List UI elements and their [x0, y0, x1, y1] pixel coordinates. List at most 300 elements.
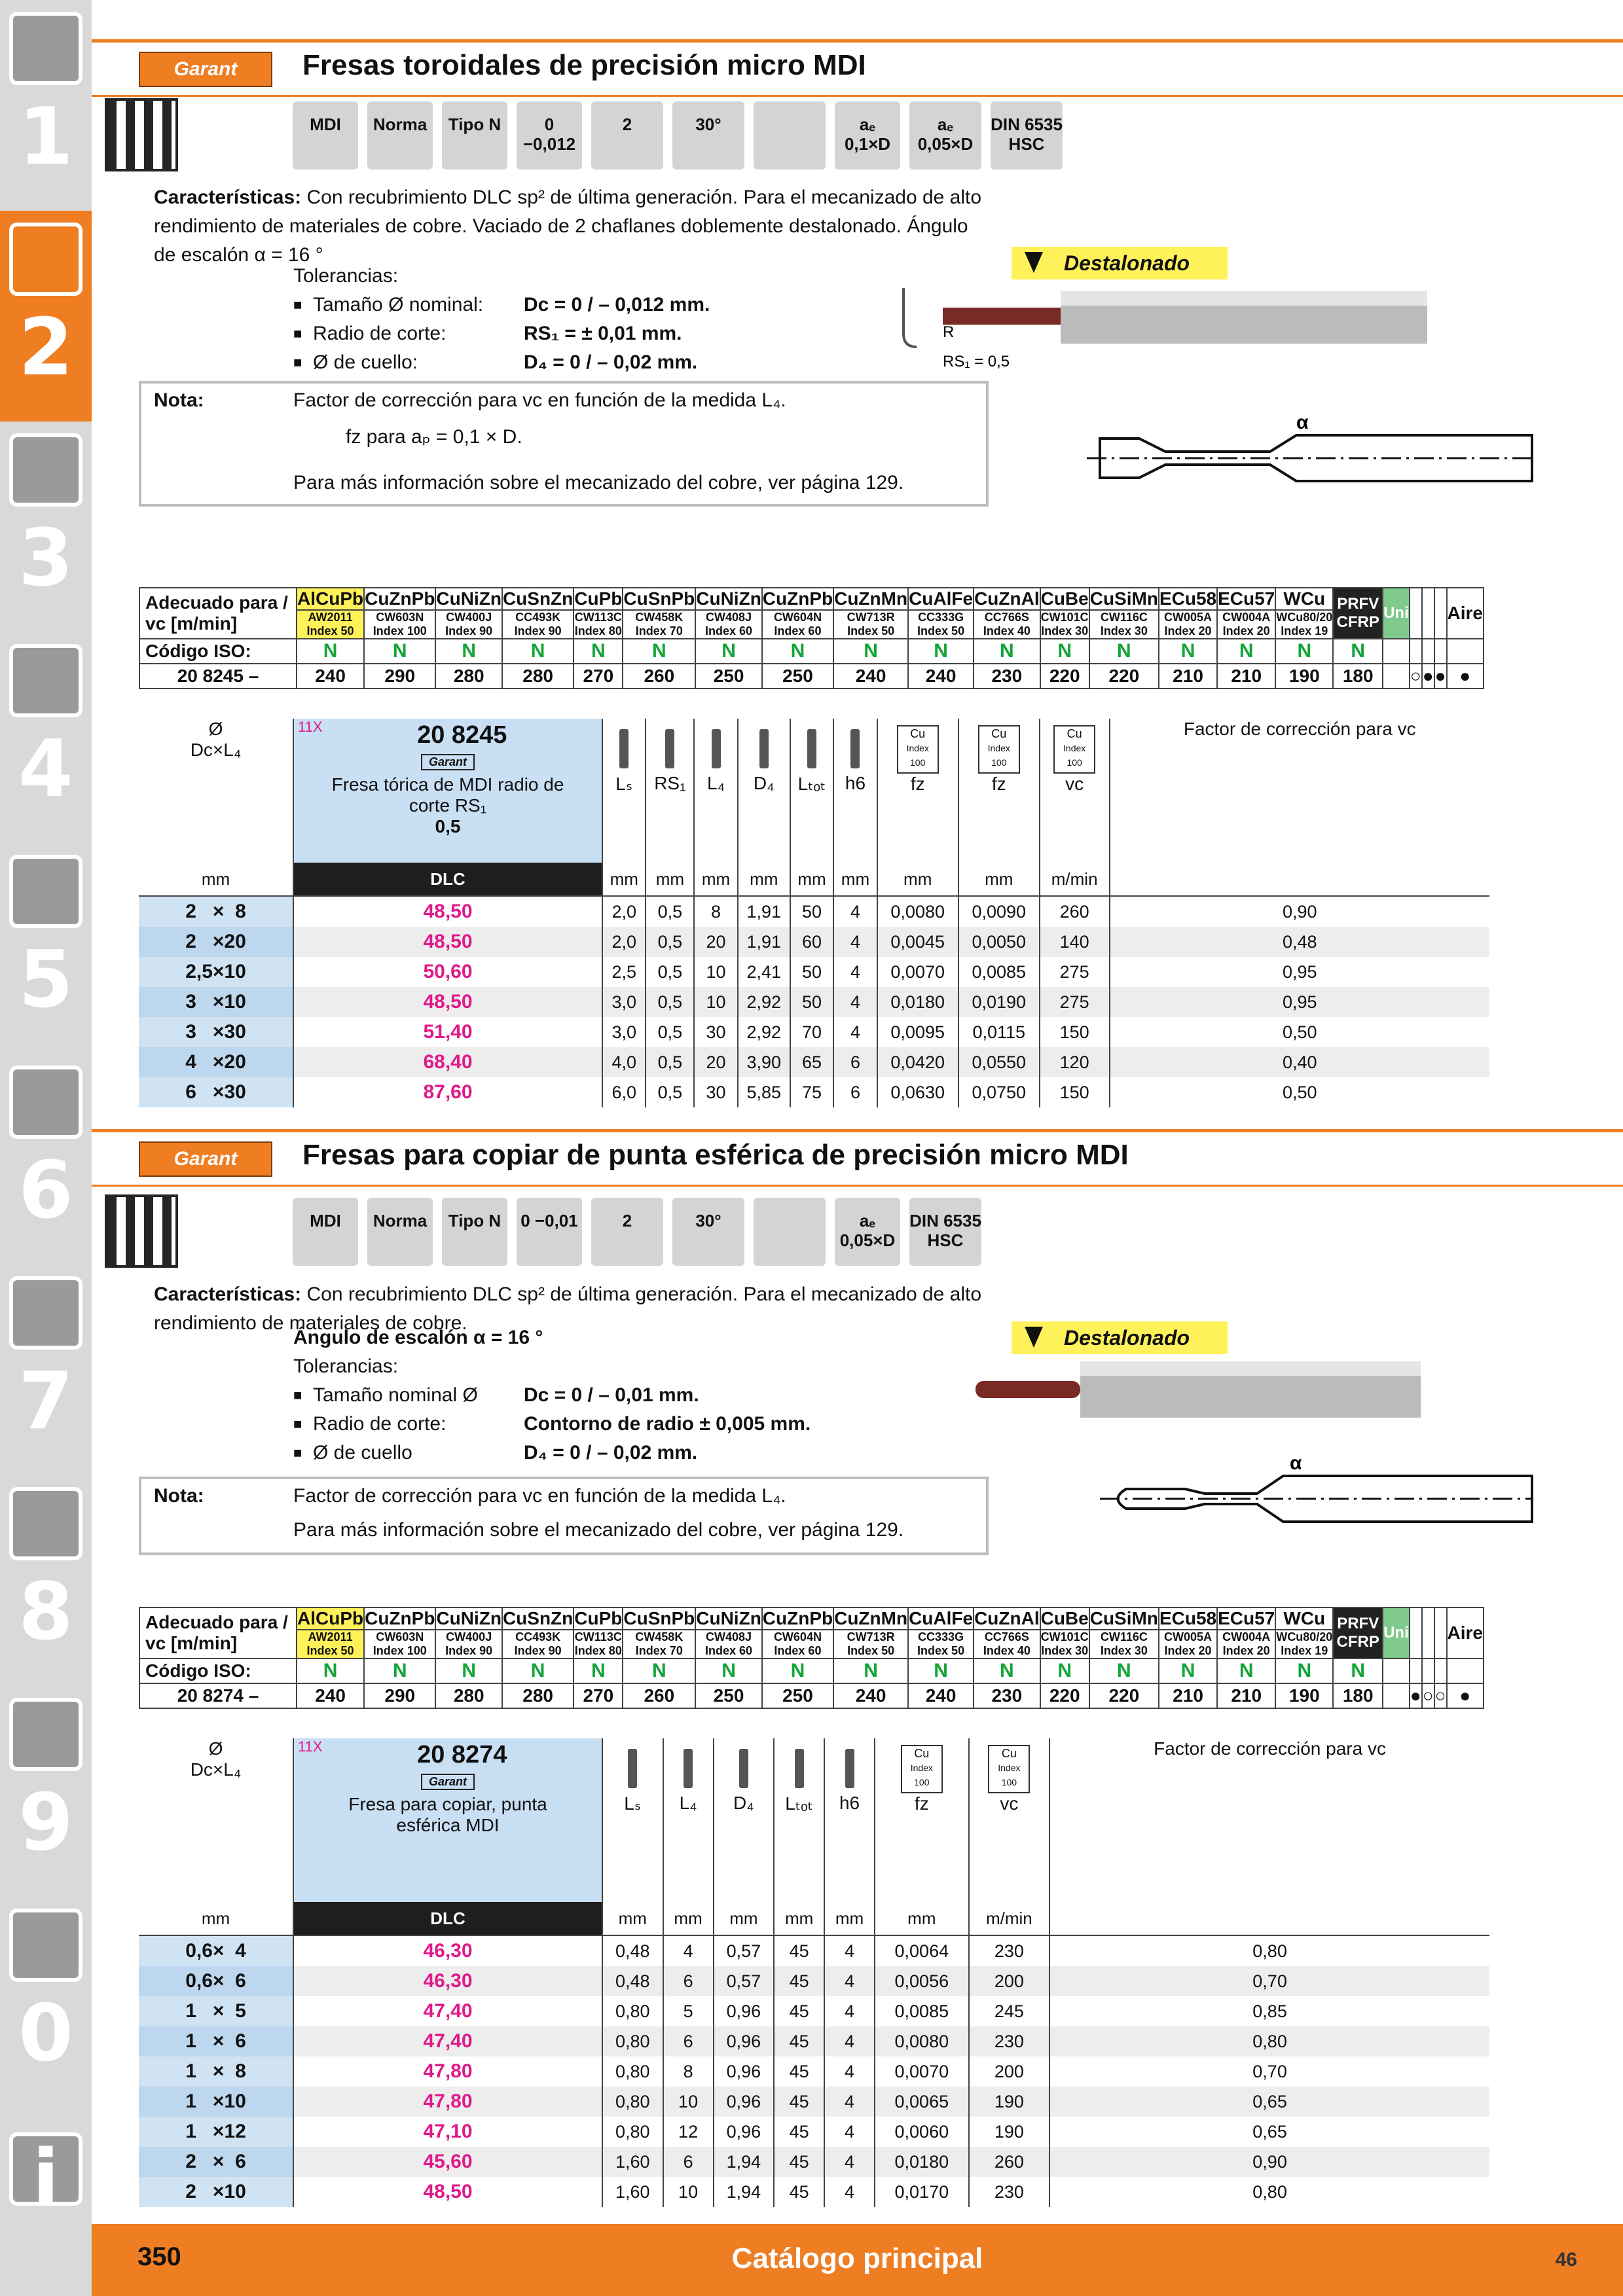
- value: 0,0420: [877, 1047, 958, 1077]
- material-name: CuNiZn: [436, 588, 501, 609]
- table-row[interactable]: [139, 987, 1489, 1017]
- material-number: CW408J: [706, 1630, 752, 1643]
- price: 48,50: [293, 2177, 602, 2207]
- material-name: CuZnPb: [365, 588, 435, 609]
- iso-code: N: [974, 639, 1040, 664]
- correction-factor-head: Factor de corrección para vᴄ: [1110, 719, 1490, 863]
- cutting-speed: 270: [574, 664, 623, 689]
- alpha-label: α: [1290, 1452, 1302, 1474]
- unit: m/min: [1040, 863, 1110, 896]
- value: 10: [694, 957, 737, 987]
- iso-code: N: [502, 639, 574, 664]
- column-head: [738, 719, 790, 863]
- price: 48,50: [293, 927, 602, 957]
- value: 190: [969, 2117, 1050, 2147]
- dimension-head: Ø Dᴄ×L₄: [190, 719, 242, 760]
- tool-name: Fresa para copiar, punta esférica MDI: [348, 1794, 547, 1835]
- table-row[interactable]: [139, 1996, 1489, 2026]
- material-number: CC766S: [984, 1630, 1029, 1643]
- material-table-2: [139, 1607, 1484, 1709]
- uni-empty: [1383, 1683, 1410, 1708]
- value: 0,65: [1049, 2087, 1489, 2117]
- material-name: AlCuPb: [297, 1608, 364, 1628]
- material-name: CuAlFe: [909, 1608, 974, 1628]
- value: 45: [774, 1996, 824, 2026]
- value: 6: [663, 2147, 714, 2177]
- column-head: [602, 1738, 663, 1902]
- material-index: Index 80: [574, 624, 622, 637]
- iso-code: N: [1159, 1659, 1217, 1683]
- unit: mm: [958, 863, 1040, 896]
- value: 0,0080: [875, 2026, 969, 2056]
- iso-row: [139, 1659, 1484, 1683]
- tool-symbol: 30°: [672, 101, 744, 170]
- tool-dimension-icon: [619, 729, 629, 768]
- material-code: [364, 610, 435, 639]
- sidebar-number: 4: [18, 724, 73, 815]
- value: 6: [663, 2026, 714, 2056]
- table-row[interactable]: [139, 1077, 1489, 1107]
- value: 260: [1040, 896, 1110, 927]
- value: 45: [774, 1935, 824, 1966]
- cutting-speed: 210: [1217, 664, 1275, 689]
- value: 0,5: [646, 1077, 694, 1107]
- table-row[interactable]: [139, 1935, 1489, 1966]
- toroidal-tool-illustration: [877, 262, 1545, 511]
- dimension: 1 ×12: [139, 2117, 293, 2147]
- material-number: CW713R: [847, 1630, 895, 1643]
- value: 0,96: [714, 2117, 775, 2147]
- value: 0,5: [646, 1047, 694, 1077]
- tool-symbol: aₑ 0,1×D: [835, 101, 900, 170]
- value: 0,0115: [958, 1017, 1040, 1047]
- sidebar-tab-0[interactable]: [0, 1897, 92, 2108]
- value: 1,91: [738, 927, 790, 957]
- table-row[interactable]: [139, 896, 1489, 927]
- value: 1,94: [714, 2147, 775, 2177]
- column-label: vᴄ: [1065, 774, 1084, 794]
- iso-empty: [1434, 1659, 1447, 1683]
- column-label: fᴢ: [991, 774, 1006, 794]
- value: 8: [663, 2056, 714, 2087]
- value: 6: [833, 1047, 877, 1077]
- column-label: h6: [839, 1793, 860, 1813]
- value: 45: [774, 2117, 824, 2147]
- coolant-mark: ●: [1447, 1683, 1484, 1708]
- section2-title: Fresas para copiar de punta esférica de precisión micro MDI: [302, 1139, 1129, 1171]
- value: 0,5: [646, 957, 694, 987]
- value: 65: [790, 1047, 833, 1077]
- material-name: CuBe: [1040, 588, 1089, 609]
- iso-code: N: [1089, 1659, 1159, 1683]
- price: 48,50: [293, 987, 602, 1017]
- column-head: [824, 1738, 875, 1902]
- value: 230: [969, 1935, 1050, 1966]
- cutting-speed: 190: [1275, 664, 1333, 689]
- bullet-icon: ■: [293, 354, 302, 370]
- iso-empty: [1383, 1659, 1410, 1683]
- table-row[interactable]: [139, 957, 1489, 987]
- unit-row: [139, 863, 1489, 896]
- unit: mm: [694, 863, 737, 896]
- sidebar-tab-4[interactable]: [0, 632, 92, 843]
- iso-code: N: [364, 639, 435, 664]
- value: 4: [824, 2087, 875, 2117]
- tool-symbol: aₑ 0,05×D: [835, 1198, 900, 1266]
- table-row[interactable]: [139, 1017, 1489, 1047]
- value: 4: [663, 1935, 714, 1966]
- material-index: Index 50: [847, 624, 895, 637]
- material-number: CW400J: [446, 611, 492, 624]
- bullet-icon: ■: [293, 325, 302, 342]
- cutting-speed: 210: [1217, 1683, 1275, 1708]
- material-index: Index 19: [1281, 624, 1328, 637]
- note-line-2: fᴢ para aₚ = 0,1 × D.: [346, 426, 522, 448]
- unit: mm: [877, 863, 958, 896]
- dimension: 1 × 8: [139, 2056, 293, 2087]
- material-code: [695, 1630, 762, 1659]
- value: 2,92: [738, 987, 790, 1017]
- material-number: CW116C: [1100, 1630, 1148, 1643]
- sidebar-tab-1[interactable]: [0, 0, 92, 211]
- garant-logo: Garant: [421, 1774, 475, 1790]
- material-name: CuSnZn: [502, 588, 574, 609]
- material-name: CuSiMn: [1089, 588, 1158, 609]
- value: 230: [969, 2177, 1050, 2207]
- iso-code: N: [623, 639, 695, 664]
- copper-workpiece-icon: [897, 725, 939, 774]
- material-number: CC766S: [984, 611, 1029, 624]
- tool-symbol: aₑ 0,05×D: [909, 101, 981, 170]
- iso-code: N: [364, 1659, 435, 1683]
- sidebar-number: 9: [18, 1778, 73, 1869]
- tool-symbol: Tipo N: [442, 101, 507, 170]
- table-row[interactable]: [139, 927, 1489, 957]
- value: 2,0: [602, 927, 646, 957]
- material-code: [762, 1630, 833, 1659]
- material-index: Index 60: [705, 624, 753, 637]
- sidebar-number: 5: [18, 935, 73, 1026]
- sidebar-number: 1: [18, 92, 73, 183]
- sidebar-tab-i[interactable]: [0, 2121, 92, 2296]
- value: 0,0750: [958, 1077, 1040, 1107]
- price: 45,60: [293, 2147, 602, 2177]
- iso-code: N: [574, 639, 623, 664]
- value: 0,5: [646, 987, 694, 1017]
- table-row[interactable]: [139, 1047, 1489, 1077]
- qr-code-icon[interactable]: [105, 98, 178, 171]
- section-icon: [9, 1066, 82, 1139]
- value: 0,5: [646, 896, 694, 927]
- sidebar-tab-9[interactable]: [0, 1686, 92, 1897]
- section-icon: [9, 855, 82, 928]
- prfv-cfrp: PRFV CFRP: [1333, 588, 1383, 639]
- unit: mm: [663, 1902, 714, 1935]
- sidebar-tab-2[interactable]: [0, 211, 92, 422]
- sidebar-number: 3: [18, 513, 73, 604]
- value: 0,5: [646, 927, 694, 957]
- uni-column: Uni: [1383, 1607, 1410, 1659]
- price: 46,30: [293, 1966, 602, 1996]
- iso-code: N: [435, 639, 502, 664]
- column-label: D₄: [733, 1793, 754, 1813]
- value: 230: [969, 2026, 1050, 2056]
- coolant-mark: ○: [1422, 1683, 1434, 1708]
- value: 10: [694, 987, 737, 1017]
- index-label: Index 100: [910, 1763, 933, 1787]
- sidebar-tab-7[interactable]: [0, 1265, 92, 1475]
- value: 0,90: [1049, 2147, 1489, 2177]
- table-row[interactable]: [139, 1966, 1489, 1996]
- sidebar-tab-3[interactable]: [0, 422, 92, 632]
- cutting-speed: 190: [1275, 1683, 1333, 1708]
- iso-empty: [1422, 1659, 1434, 1683]
- cu-label: Cu: [914, 1747, 930, 1760]
- material-name: CuAlFe: [909, 588, 974, 609]
- material-index: Index 50: [917, 624, 965, 637]
- value: 200: [969, 2056, 1050, 2087]
- value: 4: [833, 957, 877, 987]
- index-label: Index 100: [906, 743, 929, 768]
- material-name: ECu58: [1159, 1608, 1217, 1628]
- tool-symbol: [754, 101, 826, 170]
- dimension: 3 ×10: [139, 987, 293, 1017]
- column-label: fᴢ: [914, 1793, 929, 1814]
- price: 47,80: [293, 2087, 602, 2117]
- tool-symbol: DIN 6535 HSC: [991, 101, 1063, 170]
- value: 3,0: [602, 1017, 646, 1047]
- coolant-max-icon: [1422, 1607, 1434, 1659]
- material-number: CW400J: [446, 1630, 492, 1643]
- material-code: [974, 610, 1040, 639]
- tool-dimension-icon: [850, 729, 860, 768]
- value: 4: [824, 1966, 875, 1996]
- table-row[interactable]: [139, 2117, 1489, 2147]
- qr-code-icon[interactable]: [105, 1194, 178, 1268]
- iso-code: N: [623, 1659, 695, 1683]
- unit-empty: [1049, 1902, 1489, 1935]
- coating-dlc: DLC: [293, 1902, 602, 1935]
- material-name: CuSnPb: [623, 1608, 695, 1628]
- material-code: [1089, 1630, 1159, 1659]
- value: 0,80: [602, 1996, 663, 2026]
- value: 12: [663, 2117, 714, 2147]
- material-name: CuZnMn: [834, 1608, 908, 1628]
- material-name: CuZnPb: [365, 1608, 435, 1628]
- material-number: CW116C: [1100, 611, 1148, 624]
- table-row[interactable]: [139, 2056, 1489, 2087]
- price: 50,60: [293, 957, 602, 987]
- material-number: CC333G: [918, 1630, 964, 1643]
- unit: mm: [139, 1902, 293, 1935]
- value: 20: [694, 1047, 737, 1077]
- value: 0,48: [602, 1966, 663, 1996]
- material-code: [1040, 1630, 1089, 1659]
- table-row[interactable]: [139, 2177, 1489, 2207]
- cutting-speed: 250: [762, 1683, 833, 1708]
- cutting-speed: 230: [974, 1683, 1040, 1708]
- table-row[interactable]: [139, 2147, 1489, 2177]
- price: 47,80: [293, 2056, 602, 2087]
- unit: mm: [602, 1902, 663, 1935]
- material-number: CW408J: [706, 611, 752, 624]
- material-code: [574, 1630, 623, 1659]
- material-code: [502, 610, 574, 639]
- value: 70: [790, 1017, 833, 1047]
- material-index: Index 100: [373, 1644, 427, 1657]
- tolerance-value: D₄ = 0 / – 0,02 mm.: [524, 1442, 698, 1463]
- value: 50: [790, 987, 833, 1017]
- iso-code: N: [908, 1659, 974, 1683]
- tool-symbol: DIN 6535 HSC: [909, 1198, 981, 1266]
- value: 0,96: [714, 2026, 775, 2056]
- value: 2,41: [738, 957, 790, 987]
- cutting-speed: 240: [297, 1683, 364, 1708]
- air-label: Aire: [1447, 588, 1484, 639]
- iso-code: N: [1275, 1659, 1333, 1683]
- column-head: [663, 1738, 714, 1902]
- value: 4: [833, 1017, 877, 1047]
- catalog-title: Catálogo principal: [731, 2242, 983, 2274]
- value: 45: [774, 2147, 824, 2177]
- material-name: WCu: [1275, 1607, 1333, 1630]
- sidebar-number: 0: [18, 1988, 73, 2079]
- value: 4: [824, 2177, 875, 2207]
- section2-header: [92, 1129, 1623, 1187]
- price: 51,40: [293, 1017, 602, 1047]
- unit: mm: [875, 1902, 969, 1935]
- tool-dimension-icon: [795, 1749, 804, 1788]
- unit-row: [139, 1902, 1489, 1935]
- column-label: Lₛ: [615, 774, 633, 794]
- material-index: Index 90: [514, 1644, 562, 1657]
- column-label: vᴄ: [1000, 1793, 1019, 1814]
- sidebar-number: i: [32, 2134, 60, 2225]
- iso-code: N: [833, 1659, 908, 1683]
- material-index: Index 50: [847, 1644, 895, 1657]
- value: 0,90: [1110, 896, 1490, 927]
- coolant-icon: [1410, 588, 1422, 639]
- article-count: 11X: [298, 719, 323, 735]
- value: 0,95: [1110, 987, 1490, 1017]
- dimension: 1 × 6: [139, 2026, 293, 2056]
- material-number: AW2011: [308, 1630, 353, 1643]
- value: 0,0180: [877, 987, 958, 1017]
- tool-symbol: Norma: [367, 1198, 433, 1266]
- value: 0,70: [1049, 2056, 1489, 2087]
- cutting-speed: 250: [695, 664, 762, 689]
- column-label: RS₁: [654, 773, 686, 793]
- value: 45: [774, 2026, 824, 2056]
- section1-description: [154, 183, 985, 270]
- value: 2,92: [738, 1017, 790, 1047]
- material-name-row: [139, 588, 1484, 610]
- iso-code: N: [1089, 639, 1159, 664]
- cutting-speed: 280: [435, 664, 502, 689]
- material-name: WCu: [1275, 588, 1333, 610]
- material-index: Index 60: [774, 624, 822, 637]
- iso-empty: [1422, 639, 1434, 664]
- material-name: CuZnAl: [974, 588, 1040, 609]
- coolant-icon: [1410, 1607, 1422, 1659]
- material-index: Index 30: [1100, 624, 1148, 637]
- value: 0,0064: [875, 1935, 969, 1966]
- column-head: [877, 719, 958, 863]
- column-head: [969, 1738, 1050, 1902]
- material-table-1: [139, 587, 1484, 689]
- correction-factor-head: Factor de corrección para vᴄ: [1049, 1738, 1489, 1902]
- material-code: [623, 610, 695, 639]
- material-index: Index 50: [306, 624, 354, 637]
- value: 0,80: [602, 2087, 663, 2117]
- material-index: Index 60: [705, 1644, 753, 1657]
- price: 48,50: [293, 896, 602, 927]
- price: 47,40: [293, 2026, 602, 2056]
- cutting-speed: 240: [833, 1683, 908, 1708]
- note-line-3: Para más información sobre el mecanizado del cobre, ver página 129.: [293, 472, 904, 493]
- value: 3,0: [602, 987, 646, 1017]
- section-icon: [9, 433, 82, 507]
- section-icon: [9, 12, 82, 85]
- value: 5: [663, 1996, 714, 2026]
- column-head: [714, 1738, 775, 1902]
- value: 0,0190: [958, 987, 1040, 1017]
- section1-header: [92, 39, 1623, 97]
- iso-row: [139, 639, 1484, 664]
- material-index: Index 20: [1164, 1644, 1212, 1657]
- page-footer: [92, 2224, 1623, 2296]
- value: 4: [824, 1935, 875, 1966]
- tool-symbol: 2: [591, 101, 663, 170]
- sidebar-tab-6[interactable]: [0, 1054, 92, 1265]
- index-label: Index 100: [1063, 743, 1086, 768]
- tool-symbol: Norma: [367, 101, 433, 170]
- material-number: CW004A: [1222, 611, 1271, 624]
- value: 0,0065: [875, 2087, 969, 2117]
- value: 1,60: [602, 2147, 663, 2177]
- tolerance-value: Contorno de radio ± 0,005 mm.: [524, 1413, 811, 1435]
- price: 68,40: [293, 1047, 602, 1077]
- coolant-mark: ●: [1422, 664, 1434, 689]
- sidebar-tab-5[interactable]: [0, 843, 92, 1054]
- value: 4: [833, 927, 877, 957]
- material-name: CuPb: [574, 588, 623, 609]
- column-head: [774, 1738, 824, 1902]
- material-index: Index 40: [983, 1644, 1030, 1657]
- tool-symbol: Tipo N: [442, 1198, 507, 1266]
- column-head: [790, 719, 833, 863]
- prfv-cfrp: PRFV CFRP: [1333, 1607, 1383, 1659]
- unit: mm: [824, 1902, 875, 1935]
- sidebar-tab-8[interactable]: [0, 1475, 92, 1686]
- value: 10: [663, 2177, 714, 2207]
- section1-title: Fresas toroidales de precisión micro MDI: [302, 49, 866, 81]
- table-row[interactable]: [139, 2026, 1489, 2056]
- material-index: Index 20: [1164, 624, 1212, 637]
- unit: mm: [790, 863, 833, 896]
- tolerances-title: Tolerancias:: [293, 265, 399, 287]
- table-row[interactable]: [139, 2087, 1489, 2117]
- iso-code: N: [762, 1659, 833, 1683]
- coolant-mark: ●: [1447, 664, 1484, 689]
- cutting-speed: 220: [1040, 1683, 1089, 1708]
- column-head: [833, 719, 877, 863]
- value: 4: [833, 987, 877, 1017]
- value: 275: [1040, 957, 1110, 987]
- article-code: 20 8245 –: [139, 664, 297, 689]
- value: 0,65: [1049, 2117, 1489, 2147]
- suitable-label: Adecuado para / vᴄ [m/min]: [139, 1607, 297, 1659]
